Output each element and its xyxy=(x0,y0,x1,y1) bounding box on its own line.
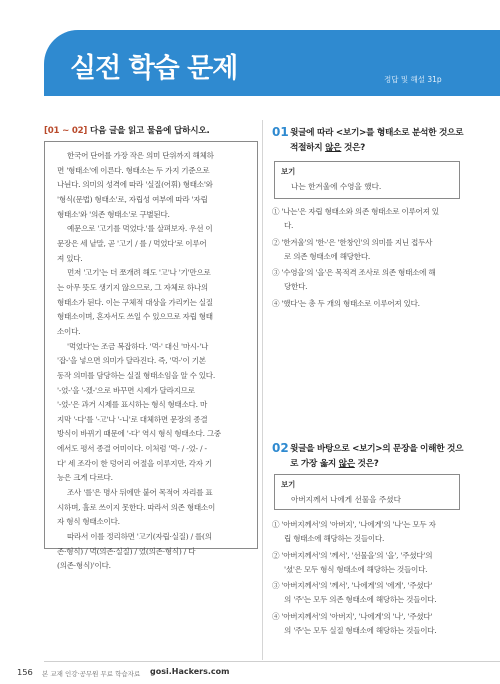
question-stem-line: 윗글에 따라 <보기>를 형태소로 분석한 것으로 xyxy=(290,128,464,138)
column-divider xyxy=(262,120,263,660)
page-title: 실전 학습 문제 xyxy=(70,53,238,84)
passage-line: '형식(문법) 형태소'로, 자립성 여부에 따라 '자립 xyxy=(57,194,208,204)
question-stem-line: 로 가장 옳지 않은 것은? xyxy=(290,459,379,469)
footer-site-link[interactable]: gosi.Hackers.com xyxy=(150,667,230,676)
passage-line: 먼저 '고기'는 더 쪼개려 해도 '고'나 '기'만으로 xyxy=(67,268,211,278)
passage-line: 동작 의미를 담당하는 실질 형태소임을 알 수 있다. xyxy=(57,370,215,380)
question-stem-line: 적절하지 않은 것은? xyxy=(290,143,365,153)
passage-line: 소이다. xyxy=(57,326,81,336)
answer-option-line: 립 형태소에 해당하는 것들이다. xyxy=(284,534,385,544)
footer-text: 본 교재 인강·공무원 무료 학습자료 xyxy=(42,670,141,678)
passage-line: '먹었다'는 조금 복잡하다. '먹-' 대신 '마시-'나 xyxy=(67,341,209,351)
emphasis-underline: 않은 xyxy=(325,143,342,153)
answer-option xyxy=(272,518,472,547)
answer-option-line: 로 의존 형태소에 해당한다. xyxy=(284,251,371,261)
passage-line: 다' 세 조각이 한 덩어리 어절을 이루지만, 각자 기 xyxy=(57,458,212,468)
answer-option xyxy=(272,266,472,295)
answer-option-line: ④ '했다'는 총 두 개의 형태소로 이루어져 있다. xyxy=(272,298,420,308)
answer-option-line: ① '나는'은 자립 형태소와 의존 형태소로 이루어져 있 xyxy=(272,207,439,216)
passage-line: 형태소'와 '의존 형태소'로 구별된다. xyxy=(57,209,170,219)
passage-instruction xyxy=(44,124,254,136)
answer-option-line: 의 '주'는 모두 실질 형태소에 해당하는 것들이다. xyxy=(284,626,437,636)
footer-divider xyxy=(44,661,500,662)
passage-line: 예문으로 '고기를 먹었다.'를 살펴보자. 우선 이 xyxy=(67,224,213,234)
bogi-sentence: 아버지께서 나에게 선물을 주셨다 xyxy=(291,495,401,504)
answer-option-line: '셨'은 모두 형식 형태소에 해당하는 것들이다. xyxy=(284,564,428,574)
answer-option-line: ④ '아버지께서'의 '아버지', '나에게'의 '나', '주셨다' xyxy=(272,611,433,621)
passage-line: 형태소이며, 혼자서도 쓰일 수 있으므로 자립 형태 xyxy=(57,312,213,322)
question-stem xyxy=(290,126,463,156)
answer-option-line: ① '아버지께서'의 '아버지', '나에게'의 '나'는 모두 자 xyxy=(272,520,436,529)
bogi-label: 보기 xyxy=(281,167,296,176)
answer-option-line: ③ '아버지께서'의 '께서', '나에게'의 '에게', '주셨다' xyxy=(272,581,433,591)
passage-line: 방식이 바뀌기 때문에 '-다' 역시 형식 형태소다. 그중 xyxy=(57,429,221,439)
passage-line: 시하며, 홀로 쓰이지 못한다. 따라서 의존 형태소이 xyxy=(57,502,215,512)
answer-option xyxy=(272,297,472,311)
passage-line: 져 있다. xyxy=(57,253,83,263)
passage-line: 존·형식) / 먹(의존·실질) / 었(의존·형식) / 다 xyxy=(57,546,196,556)
bogi-box xyxy=(274,161,460,199)
passage-line: 조사 '를'은 명사 뒤에만 붙어 목적어 자리를 표 xyxy=(67,488,213,498)
passage-line: 따라서 이를 정리하면 '고기(자립·실질) / 를(의 xyxy=(67,532,212,542)
question-number: 02 xyxy=(272,441,289,455)
answer-options xyxy=(272,205,472,313)
bogi-sentence: 나는 한겨울에 수영을 했다. xyxy=(291,182,382,191)
passage-line: 문장은 세 낱말, 곧 '고기 / 를 / 먹었다'로 이루어 xyxy=(57,238,207,248)
answer-option-line: ③ '수영을'의 '을'은 목적격 조사로 의존 형태소에 해 xyxy=(272,268,436,278)
bogi-label: 보기 xyxy=(281,480,296,489)
answer-option xyxy=(272,549,472,578)
answer-option-line: 당한다. xyxy=(284,282,308,292)
passage-line: '-었-'은 과거 시제를 표시하는 형식 형태소다. 마 xyxy=(57,400,208,410)
passage-line: 한국어 단어를 가장 작은 의미 단위까지 해체하 xyxy=(67,151,214,160)
passage-line: 면 '형태소'에 이른다. 형태소는 두 가지 기준으로 xyxy=(57,165,210,175)
answer-option xyxy=(272,610,472,639)
answer-options xyxy=(272,518,472,640)
emphasis-underline: 않은 xyxy=(338,459,355,469)
answer-option-line: ② '한겨울'의 '한-'은 '한창인'의 의미를 지닌 접두사 xyxy=(272,237,433,247)
passage-line: (의존·형식)'이다. xyxy=(57,561,111,571)
question-stem xyxy=(290,442,463,472)
answer-option-line: ② '아버지께서'의 '께서', '선물을'의 '을', '주셨다'의 xyxy=(272,550,433,560)
question-stem-line: 윗글을 바탕으로 <보기>의 문장을 이해한 것으 xyxy=(290,444,464,454)
passage-line: 나뉜다. 의미의 성격에 따라 '실질(어휘) 형태소'와 xyxy=(57,180,213,190)
answer-option xyxy=(272,236,472,265)
passage-line: 는 아무 뜻도 생기지 않으므로, 그 자체로 하나의 xyxy=(57,282,208,292)
bogi-box xyxy=(274,474,460,510)
answer-option xyxy=(272,205,472,234)
answer-option-line: 다. xyxy=(284,221,294,231)
instruction-text: 다음 글을 읽고 물음에 답하시오. xyxy=(87,126,210,136)
passage-line: 능은 크게 다르다. xyxy=(57,473,113,483)
passage-line: '잡-'을 넣으면 의미가 달라진다. 즉, '먹-'이 기본 xyxy=(57,356,206,366)
answer-option-line: 의 '주'는 모두 의존 형태소에 해당하는 것들이다. xyxy=(284,595,437,605)
page-number: 156 xyxy=(17,667,33,677)
passage-line: '-었-'을 '-겠-'으로 바꾸면 시제가 달라지므로 xyxy=(57,385,195,395)
passage-line: 형태소가 된다. 이는 구체적 대상을 가리키는 실질 xyxy=(57,297,213,307)
question-number: 01 xyxy=(272,125,289,139)
passage-line: 에서도 평서 종결 어미이다. 이처럼 '먹- / -었- / - xyxy=(57,444,207,454)
reading-passage xyxy=(44,141,258,571)
passage-line: 자 형식 형태소이다. xyxy=(57,517,120,527)
question-range: [01 ~ 02] xyxy=(44,126,88,136)
passage-line: 지막 '-다'를 '-고'나 '-니'로 대체하면 문장의 종결 xyxy=(57,414,208,424)
answer-option xyxy=(272,579,472,608)
answer-reference-note: 정답 및 해설 31p xyxy=(384,75,442,84)
